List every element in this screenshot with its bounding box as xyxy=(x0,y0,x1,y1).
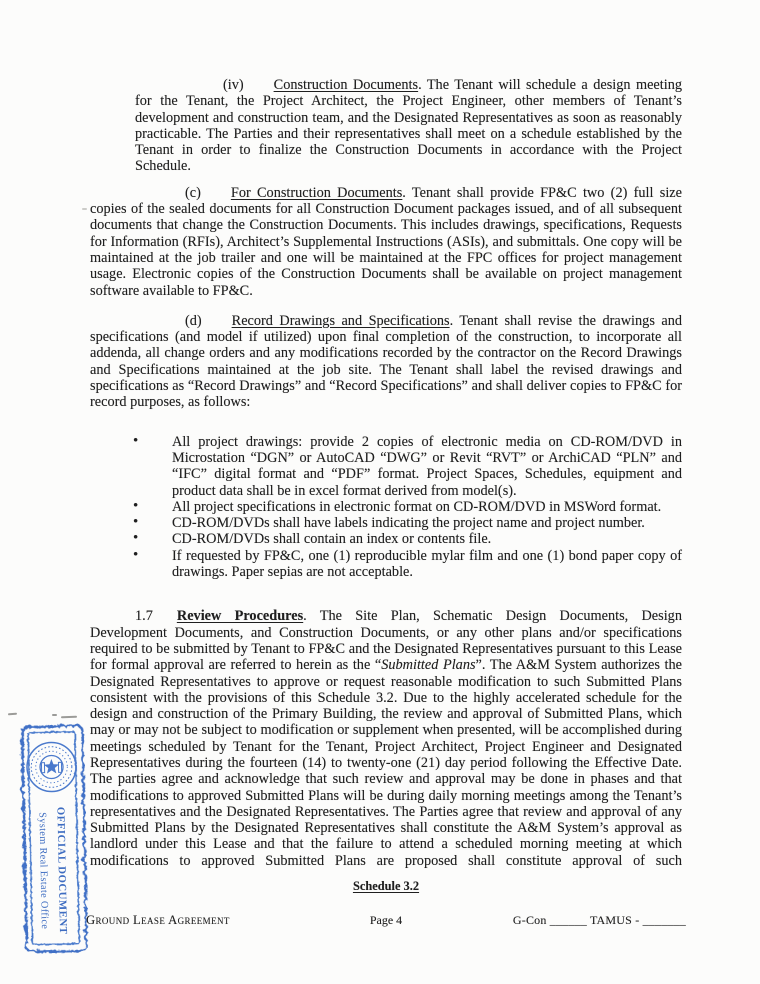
section-text: . The Site Plan, Schematic Design Documents, Design Development Documents, and Construction Documents, or any other plans and/or specifications required to be submitted by Tenant to FP&C and the Designated Representatives pursuant to this Lease for formal approval are referred to herein as the “ xyxy=(90,608,682,674)
stamp-official-document-label: OFFICIAL DOCUMENT xyxy=(54,806,70,935)
paragraph-heading: Construction Documents xyxy=(273,77,419,93)
section-number: 1.7 xyxy=(135,608,153,625)
paragraph-heading: Record Drawings and Specifications xyxy=(231,312,450,329)
paragraph-d-record-drawings xyxy=(90,313,682,411)
section-text: ”. The A&M System authorizes the Designated Representatives to approve or request reasonable modification to such Submitted Plans consistent with the provisions of this Schedule 3.2. Due to the highly accelerated schedule for the design and construction of the Primary Building, the review and approval of Submitted Plans, which may or may not be subject to modification or supplement when presented, will be accomplished during meetings scheduled by Tenant for the Tenant, Project Architect, Project Engineer and Designated Representatives during the fourteen (14) to twenty-one (21) day period following the Effective Date. The parties agree and acknowledge that such review and approval may be done in phases and that modifications to approved Submitted Plans will be during daily morning meetings among the Tenant’s representatives and the Designated Representatives. The Parties agree that review and approval of any Submitted Plans by the Designated Representatives shall constitute the A&M System’s approval as landlord under this Lease and that the failure to attend a scheduled morning meeting at which modifications to approved Submitted Plans are proposed shall constitute approval of such xyxy=(90,657,682,869)
bullet-item: • All project specifications in electronic format on CD-ROM/DVD in MSWord format. xyxy=(172,499,682,515)
gcon-tamus-label: G-Con ______ TAMUS - _______ xyxy=(512,913,686,927)
section-1-7-review-procedures xyxy=(90,608,682,869)
paragraph-text: . Tenant shall provide FP&C two (2) full size copies of the sealed documents for all Construction Document packages issued, and of all subsequent documents that change the Construction Documents. This includes drawings, specifications, Requests for Information (RFIs), Architect’s Supplemental Instructions (ASIs), and submittals. One copy will be maintained at the job trailer and one will be maintained at the FPC offices for project management usage. Electronic copies of the Construction Documents shall be available on project management software available to FP&C. xyxy=(90,184,682,299)
texas-am-system-seal-icon xyxy=(27,742,77,792)
bullet-item: • CD-ROM/DVDs shall contain an index or contents file. xyxy=(172,531,682,547)
paragraph-number: (d) xyxy=(185,312,202,329)
defined-term-submitted-plans: Submitted Plans xyxy=(381,657,476,674)
bullet-item: • All project drawings: provide 2 copies of electronic media on CD-ROM/DVD in Microstation “DGN” or AutoCAD “DWG” or Revit “RVT” or ArchiCAD “PLN” and “IFC” digital format and “PDF” format. Project Spaces, Schedules, equipment and product data shall be in excel format derived from model(s). xyxy=(172,434,682,499)
document-body xyxy=(90,77,682,894)
section-heading: Review Procedures xyxy=(176,608,304,625)
pencil-mark xyxy=(82,208,87,210)
stamp-office-label: System Real Estate Office xyxy=(36,812,50,930)
paragraph-text: . Tenant shall revise the drawings and specifications (and model if utilized) upon final completion of the construction, to incorporate all addenda, all change orders and any modifications recorded by the contractor on the Record Drawings and Specifications maintained at the job site. The Tenant shall label the revised drawings and specifications as “Record Drawings” and “Record Specifications” and shall deliver copies to FP&C for record purposes, as follows: xyxy=(90,312,682,411)
pencil-mark xyxy=(52,714,57,716)
doc-title: Ground Lease Agreement xyxy=(86,913,230,927)
bullet-item: • CD-ROM/DVDs shall have labels indicating the project name and project number. xyxy=(172,515,682,531)
paragraph-c-for-construction-documents xyxy=(90,185,682,299)
paragraph-heading: For Construction Documents xyxy=(230,184,403,201)
stamp-text xyxy=(33,797,76,946)
bullet-item: • If requested by FP&C, one (1) reproducible mylar film and one (1) bond paper copy of drawings. Paper sepias are not acceptable. xyxy=(172,548,682,581)
pencil-mark xyxy=(61,716,77,719)
schedule-label: Schedule 3.2 xyxy=(352,879,420,894)
official-document-stamp xyxy=(17,720,90,954)
paragraph-text: . The Tenant will schedule a design meeting for the Tenant, the Project Architect, the Project Engineer, other members of Tenant’s development and construction team, and the Designated Representatives as soon as reasonably practicable. The Parties and their representatives shall meet on a schedule established by the Tenant in order to finalize the Construction Documents in accordance with the Project Schedule. xyxy=(135,77,683,175)
bullet-list xyxy=(90,434,682,581)
pencil-mark xyxy=(8,713,17,716)
page-number: Page 4 xyxy=(369,913,403,927)
paragraph-number: (iv) xyxy=(223,77,244,93)
paragraph-iv-construction-documents xyxy=(135,77,682,175)
paragraph-number: (c) xyxy=(185,184,201,201)
page-footer xyxy=(86,913,686,928)
